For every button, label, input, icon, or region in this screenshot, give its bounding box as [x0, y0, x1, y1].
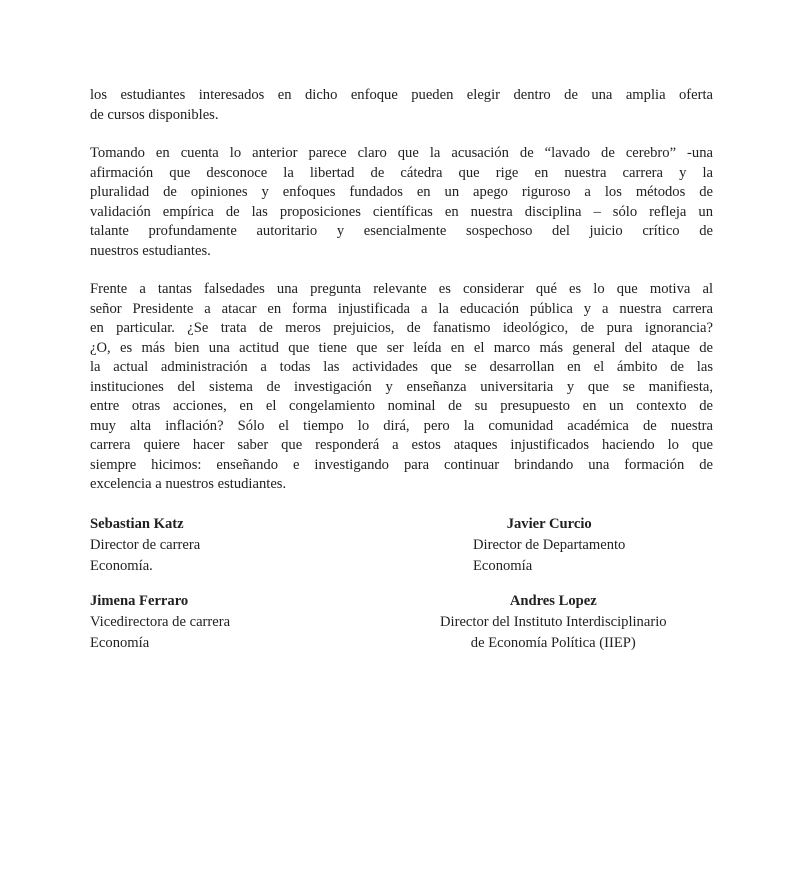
signatory-title: Director de carrera — [90, 536, 201, 553]
signatory-title: Vicedirectora de carrera — [90, 613, 231, 630]
text-line: pluralidad de opiniones y enfoques fundados en un apego riguroso a los métodos de — [90, 184, 713, 200]
signatory-department: Economía — [90, 634, 150, 651]
text-line: en particular. ¿Se trata de meros prejuicios, de fanatismo ideológico, de pura ignorancia? — [90, 320, 713, 336]
text-line: Frente a tantas falsedades una pregunta relevante es considerar qué es lo que motiva al — [90, 281, 713, 297]
paragraph-1 — [90, 86, 713, 125]
text-line: señor Presidente a atacar en forma injustificada a la educación pública y a nuestra carrera — [90, 300, 713, 317]
text-line: entre otras acciones, en el congelamiento nominal de su presupuesto en un contexto de — [90, 398, 713, 414]
text-line: nuestros estudiantes. — [90, 242, 211, 259]
paragraph-3 — [90, 280, 713, 495]
signatory-title: Director del Instituto Interdisciplinario — [440, 613, 667, 630]
text-line: la actual administración a todas las actividades que se desarrollan en el ámbito de las — [90, 359, 713, 375]
signatory-title-line-2: de Economía Política (IIEP) — [470, 634, 636, 651]
text-line: excelencia a nuestros estudiantes. — [90, 476, 287, 492]
signature-block-jimena-ferraro — [90, 591, 400, 654]
signatory-department: Economía — [473, 557, 533, 574]
signatures — [90, 514, 713, 654]
text-line: de cursos disponibles. — [90, 106, 219, 123]
letter-body — [90, 0, 713, 654]
text-line: carrera quiere hacer saber que responderá a estos ataques injustificados haciendo lo que — [90, 437, 713, 453]
text-line: instituciones del sistema de investigación y enseñanza universitaria y que se manifiesta, — [90, 378, 713, 395]
signatory-name: Jimena Ferraro — [90, 592, 189, 609]
signatory-department: Economía. — [90, 557, 153, 574]
text-line: afirmación que desconoce la libertad de cátedra que rige en nuestra carrera y la — [90, 164, 713, 181]
signature-row-1 — [90, 514, 713, 577]
signature-block-javier-curcio — [400, 514, 713, 577]
signature-row-2 — [90, 591, 713, 654]
text-line: talante profundamente autoritario y esencialmente sospechoso del juicio crítico de — [90, 223, 713, 239]
paragraph-2 — [90, 144, 713, 261]
signature-block-sebastian-katz — [90, 514, 400, 577]
text-line: siempre hicimos: enseñando e investigando para continuar brindando una formación de — [90, 456, 713, 473]
text-line: los estudiantes interesados en dicho enfoque pueden elegir dentro de una amplia oferta — [90, 87, 713, 103]
text-line: ¿O, es más bien una actitud que tiene que ser leída en el marco más general del ataque de — [90, 339, 713, 356]
signatory-name: Javier Curcio — [506, 515, 592, 532]
signatory-name: Sebastian Katz — [90, 515, 184, 532]
text-line: validación empírica de las proposiciones científicas en nuestra disciplina – sólo refleja un — [90, 203, 713, 220]
text-line: muy alta inflación? Sólo el tiempo lo dirá, pero la comunidad académica de nuestra — [90, 417, 713, 434]
signature-block-andres-lopez — [400, 591, 713, 654]
signatory-title: Director de Departamento — [473, 536, 626, 553]
signatory-name: Andres Lopez — [509, 592, 597, 609]
text-line: Tomando en cuenta lo anterior parece claro que la acusación de “lavado de cerebro” -una — [90, 145, 713, 161]
